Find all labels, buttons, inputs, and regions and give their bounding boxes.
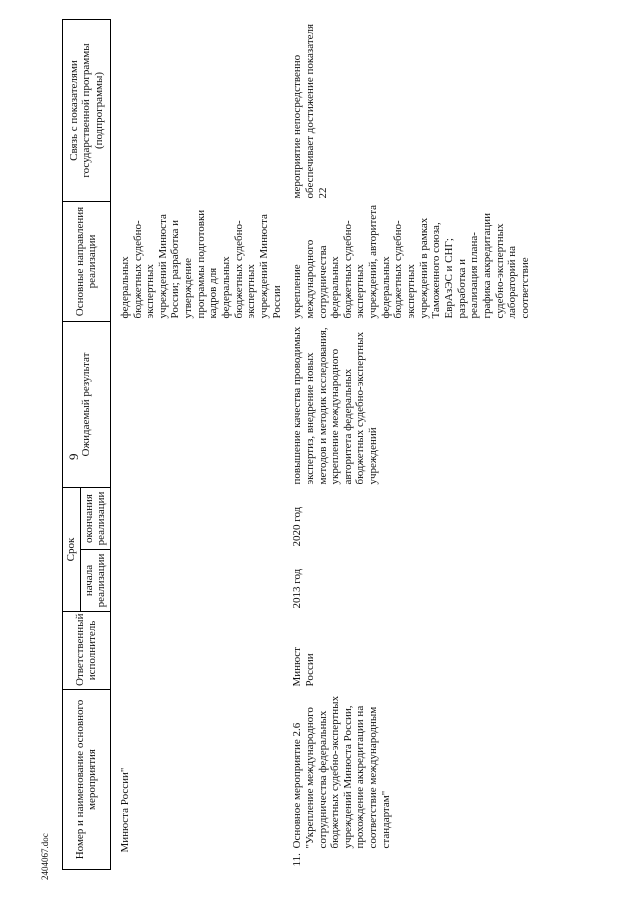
header-end: окончания реализации: [80, 488, 110, 550]
activity-name: Основное мероприятие 2.6 "Укрепление международного сотрудничества федеральных бюджетных судебно-экспертных учреждений Минюста России, прохождение аккредитации на соответствие международным стандартам": [291, 695, 392, 849]
header-start: начала реализации: [80, 550, 110, 612]
header-activity-name: Номер и наименование основного мероприятия: [63, 690, 111, 870]
cell-activity-name: [286, 690, 534, 870]
rotated-table-container: [62, 20, 628, 870]
table-row: [110, 20, 286, 870]
table-row: [286, 20, 534, 870]
cell-start: 2013 год: [291, 568, 304, 609]
cell-end: 2020 год: [291, 506, 304, 547]
cell-result: [110, 322, 286, 488]
cell-link: [110, 20, 286, 202]
cell-start: [110, 550, 286, 612]
file-name: 2404067.doc: [40, 833, 50, 880]
cell-activity-name: [110, 690, 286, 870]
header-main-directions: Основные направления реализации: [63, 202, 111, 322]
cell-directions: укрепление международного сотрудничества федеральных бюджетных судебно-экспертных учреждений, авторитета федеральных бюджетных судебно-экспертных учреждений в рамках Таможенного союза, ЕврАзЭС и СНГ; разработка и реализация плана-графика аккредитации судебно-экспертных лабораторий на соответствие: [291, 204, 531, 319]
header-expected-result: Ожидаемый результат: [63, 322, 111, 488]
header-indicator-link: Связь с показателями государственной программы (подпрограммы): [63, 20, 111, 202]
activity-name: Минюста России": [118, 767, 131, 853]
cell-result: повышение качества проводимых экспертиз, внедрение новых методов и методик исследования, укрепление международного авторитета федеральных бюджетных судебно-экспертных учреждений: [291, 326, 380, 485]
cell-end: [110, 488, 286, 550]
cell-executor: [110, 612, 286, 690]
page-number: 9: [66, 453, 81, 460]
cell-link: мероприятие непосредственно обеспечивает достижение показателя 22: [291, 23, 329, 199]
row-number: 11.: [291, 853, 304, 867]
cell-directions: федеральных бюджетных судебно-экспертных учреждений Минюста России; разработка и утверждение программы подготовки кадров для федеральных бюджетных судебно-экспертных учреждений Минюста России: [118, 209, 283, 319]
header-term: Срок: [63, 488, 81, 612]
cell-executor: Минюст России: [291, 647, 316, 687]
header-executor: Ответственный исполнитель: [63, 612, 111, 690]
program-activities-table: [62, 19, 534, 870]
